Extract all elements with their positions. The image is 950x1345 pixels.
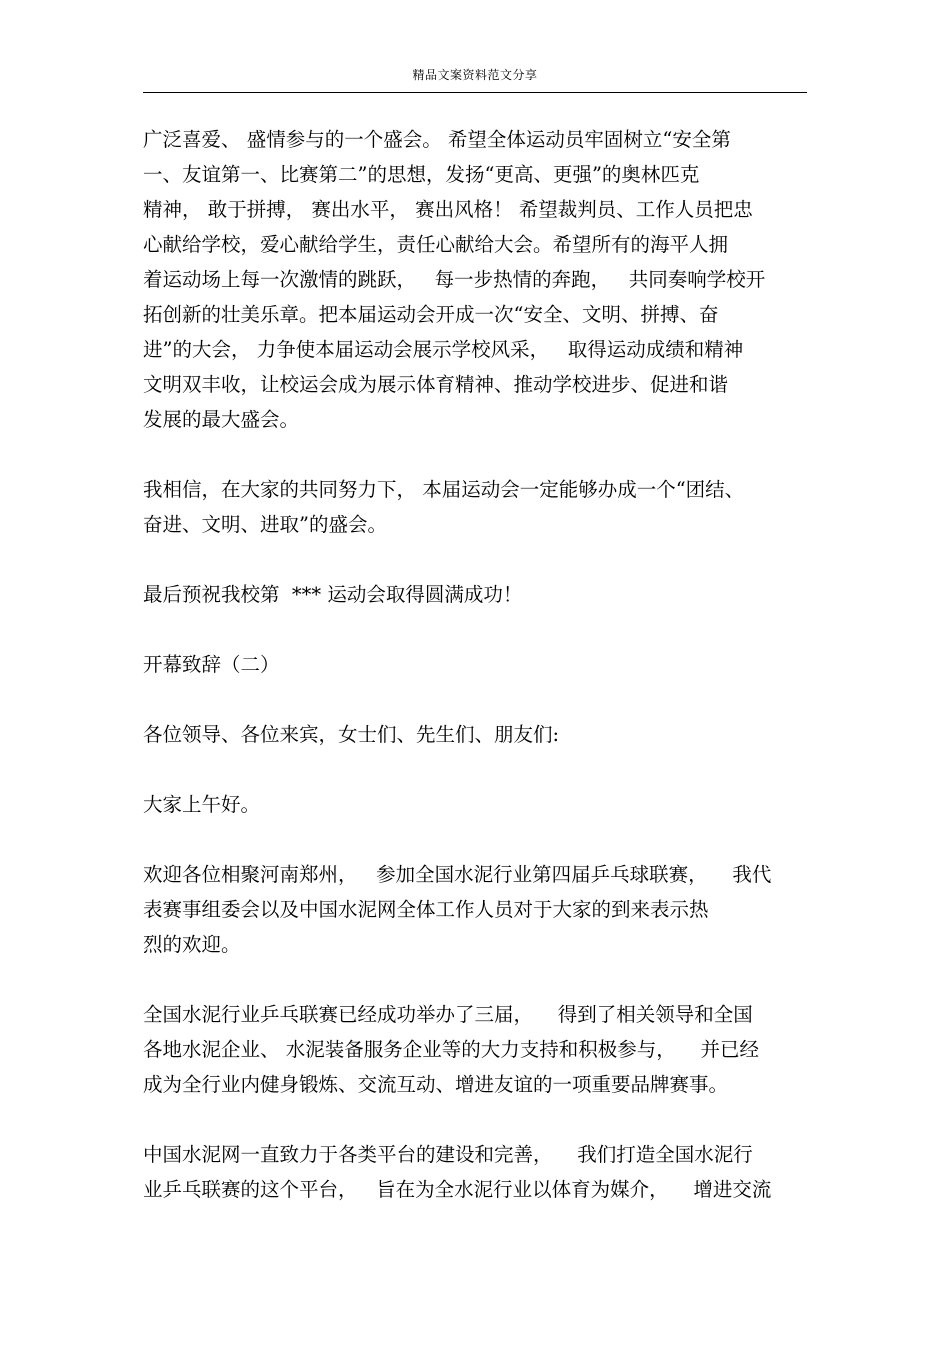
text-line: 文明双丰收，让校运会成为展示体育精神、推动学校进步、促进和谐	[143, 373, 729, 396]
paragraph-belief	[143, 472, 807, 542]
text-line: 最后预祝我校第 *** 运动会取得圆满成功！	[143, 583, 523, 606]
text-line: 心献给学校，爱心献给学生，责任心献给大会。希望所有的海平人拥	[143, 233, 729, 256]
page-header	[143, 64, 807, 93]
paragraph-welcome	[143, 857, 807, 962]
text-line: 广泛喜爱、 盛情参与的一个盛会。 希望全体运动员牢固树立“安全第	[143, 128, 731, 151]
text-line: 全国水泥行业乒乓联赛已经成功举办了三届， 得到了相关领导和全国	[143, 1003, 753, 1026]
text-line: 进”的大会， 力争使本届运动会展示学校风采， 取得运动成绩和精神	[143, 338, 744, 361]
text-line: 一、友谊第一、比赛第二”的思想，发扬“更高、更强”的奥林匹克	[143, 163, 700, 186]
paragraph-sports-wishes	[143, 122, 807, 437]
paragraph-greeting	[143, 787, 807, 822]
paragraph-league-history	[143, 997, 807, 1102]
section-heading: 开幕致辞（二）	[143, 653, 280, 676]
document-body	[143, 122, 807, 1242]
text-line: 着运动场上每一次激情的跳跃， 每一步热情的奔跑， 共同奏响学校开	[143, 268, 766, 291]
text-line: 成为全行业内健身锻炼、交流互动、增进友谊的一项重要品牌赛事。	[143, 1073, 729, 1096]
paragraph-salutation	[143, 717, 807, 752]
text-line: 中国水泥网一直致力于各类平台的建设和完善， 我们打造全国水泥行	[143, 1143, 753, 1166]
text-line: 烈的欢迎。	[143, 933, 241, 956]
text-line: 大家上午好。	[143, 793, 261, 816]
paragraph-final-wish	[143, 577, 807, 612]
text-line: 拓创新的壮美乐章。把本届运动会开成一次“安全、文明、拼搏、奋	[143, 303, 719, 326]
page-header-title: 精品文案资料范文分享	[412, 68, 538, 82]
text-line: 奋进、文明、进取”的盛会。	[143, 513, 387, 536]
text-line: 我相信，在大家的共同努力下， 本届运动会一定能够办成一个“团结、	[143, 478, 745, 501]
text-line: 各地水泥企业、 水泥装备服务企业等的大力支持和积极参与， 并已经	[143, 1038, 759, 1061]
text-line: 欢迎各位相聚河南郑州， 参加全国水泥行业第四届乒乓球联赛， 我代	[143, 863, 772, 886]
text-line: 业乒乓联赛的这个平台， 旨在为全水泥行业以体育为媒介， 增进交流	[143, 1178, 772, 1201]
text-line: 各位领导、各位来宾，女士们、先生们、朋友们:	[143, 723, 560, 746]
text-line: 表赛事组委会以及中国水泥网全体工作人员对于大家的到来表示热	[143, 898, 709, 921]
section-heading-opening-speech-2	[143, 647, 807, 682]
text-line: 发展的最大盛会。	[143, 408, 300, 431]
paragraph-platform	[143, 1137, 807, 1207]
text-line: 精神， 敢于拼搏， 赛出水平， 赛出风格！ 希望裁判员、工作人员把忠	[143, 198, 753, 221]
